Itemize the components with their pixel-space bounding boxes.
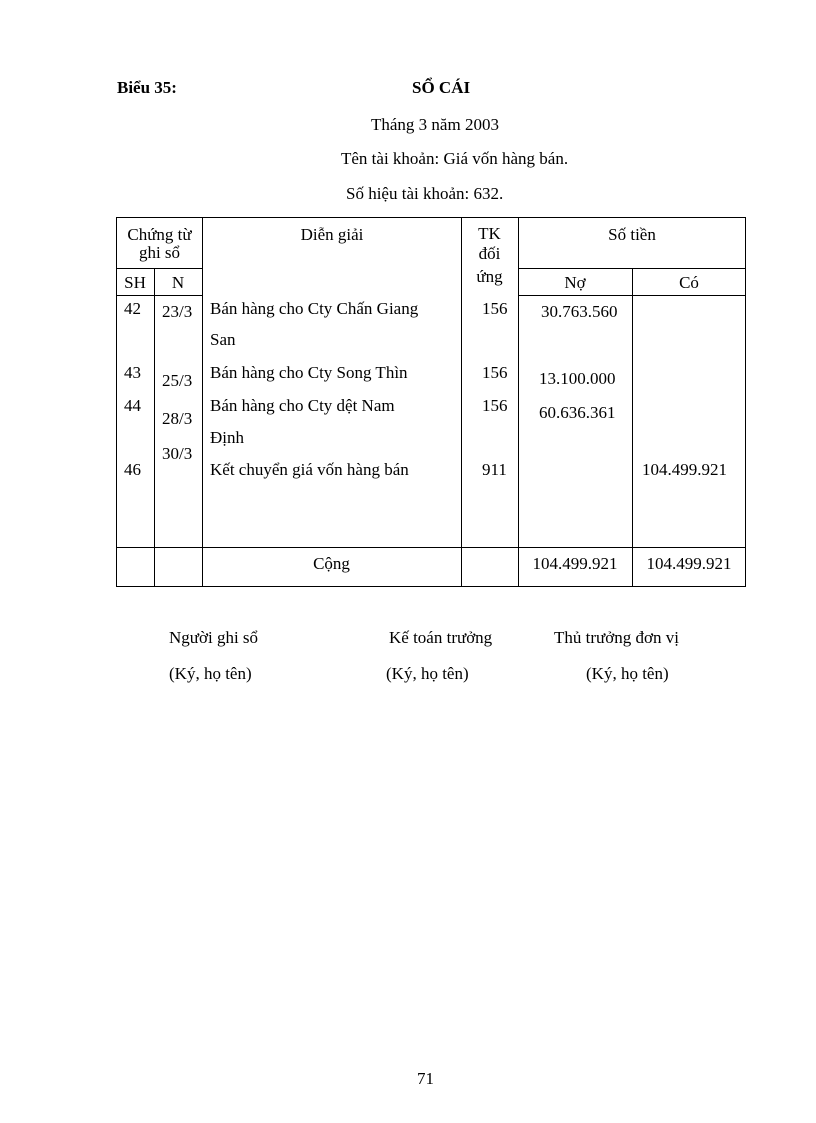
account-number: Số hiệu tài khoản: 632. [346, 184, 504, 203]
row-4-sh: 46 [124, 460, 141, 479]
header-credit: Có [679, 273, 699, 292]
row-1-tk: 156 [482, 299, 508, 318]
signature-recorder-note: (Ký, họ tên) [169, 664, 252, 683]
signature-recorder-role: Người ghi sổ [169, 628, 259, 647]
header-tk-line1: TK [478, 224, 501, 243]
document-label: Biểu 35: [117, 78, 177, 97]
header-voucher-line1: Chứng từ [127, 225, 192, 244]
row-4-credit: 104.499.921 [642, 460, 727, 479]
col-divider-debit-credit [632, 268, 633, 586]
row-2-tk: 156 [482, 363, 508, 382]
row-2-debit: 13.100.000 [539, 369, 616, 388]
row-divider-amount [518, 268, 746, 269]
header-voucher-line2: ghi sổ [138, 243, 181, 262]
header-tk-line3: ứng [476, 267, 503, 286]
period: Tháng 3 năm 2003 [371, 115, 499, 134]
signature-chief-accountant-role: Kế toán trưởng [389, 628, 493, 647]
page-number: 71 [417, 1069, 434, 1088]
row-3-debit: 60.636.361 [539, 403, 616, 422]
row-3-desc-line2: Định [210, 428, 244, 447]
row-1-desc-line2: San [210, 330, 236, 349]
total-credit: 104.499.921 [646, 554, 732, 573]
row-divider-total [116, 547, 746, 548]
header-description: Diễn giải [300, 225, 364, 244]
row-2-n: 25/3 [162, 371, 193, 390]
col-divider-tk-amount [518, 217, 519, 586]
account-name: Tên tài khoản: Giá vốn hàng bán. [341, 149, 569, 168]
col-divider-sh-n [154, 268, 155, 586]
row-2-desc-line1: Bán hàng cho Cty Song Thìn [210, 363, 408, 382]
row-4-desc-line1: Kết chuyển giá vốn hàng bán [210, 460, 409, 479]
ledger-table [116, 217, 746, 587]
row-3-tk: 156 [482, 396, 508, 415]
row-1-debit: 30.763.560 [541, 302, 618, 321]
col-divider-n-desc [202, 217, 203, 586]
row-divider-debit-credit [518, 295, 746, 296]
total-debit: 104.499.921 [532, 554, 618, 573]
signature-director-note: (Ký, họ tên) [586, 664, 669, 683]
header-tk-line2: đối [478, 244, 501, 263]
row-1-desc-line1: Bán hàng cho Cty Chấn Giang [210, 299, 419, 318]
header-sh: SH [124, 273, 146, 292]
row-4-tk: 911 [482, 460, 507, 479]
row-1-n: 23/3 [162, 302, 193, 321]
signature-director-role: Thủ trưởng đơn vị [554, 628, 679, 647]
row-divider-voucher [116, 268, 203, 269]
row-3-desc-line1: Bán hàng cho Cty dệt Nam [210, 396, 395, 415]
header-debit: Nợ [564, 273, 586, 292]
row-divider-sh-n [116, 295, 203, 296]
signature-chief-accountant-note: (Ký, họ tên) [386, 664, 469, 683]
row-3-sh: 44 [124, 396, 141, 415]
row-3-n: 28/3 [162, 409, 193, 428]
row-1-sh: 42 [124, 299, 141, 318]
document-title: SỔ CÁI [412, 78, 471, 97]
header-amount: Số tiền [608, 225, 656, 244]
header-n: N [171, 273, 185, 292]
row-4-n: 30/3 [162, 444, 193, 463]
total-label: Cộng [313, 554, 350, 573]
row-2-sh: 43 [124, 363, 141, 382]
